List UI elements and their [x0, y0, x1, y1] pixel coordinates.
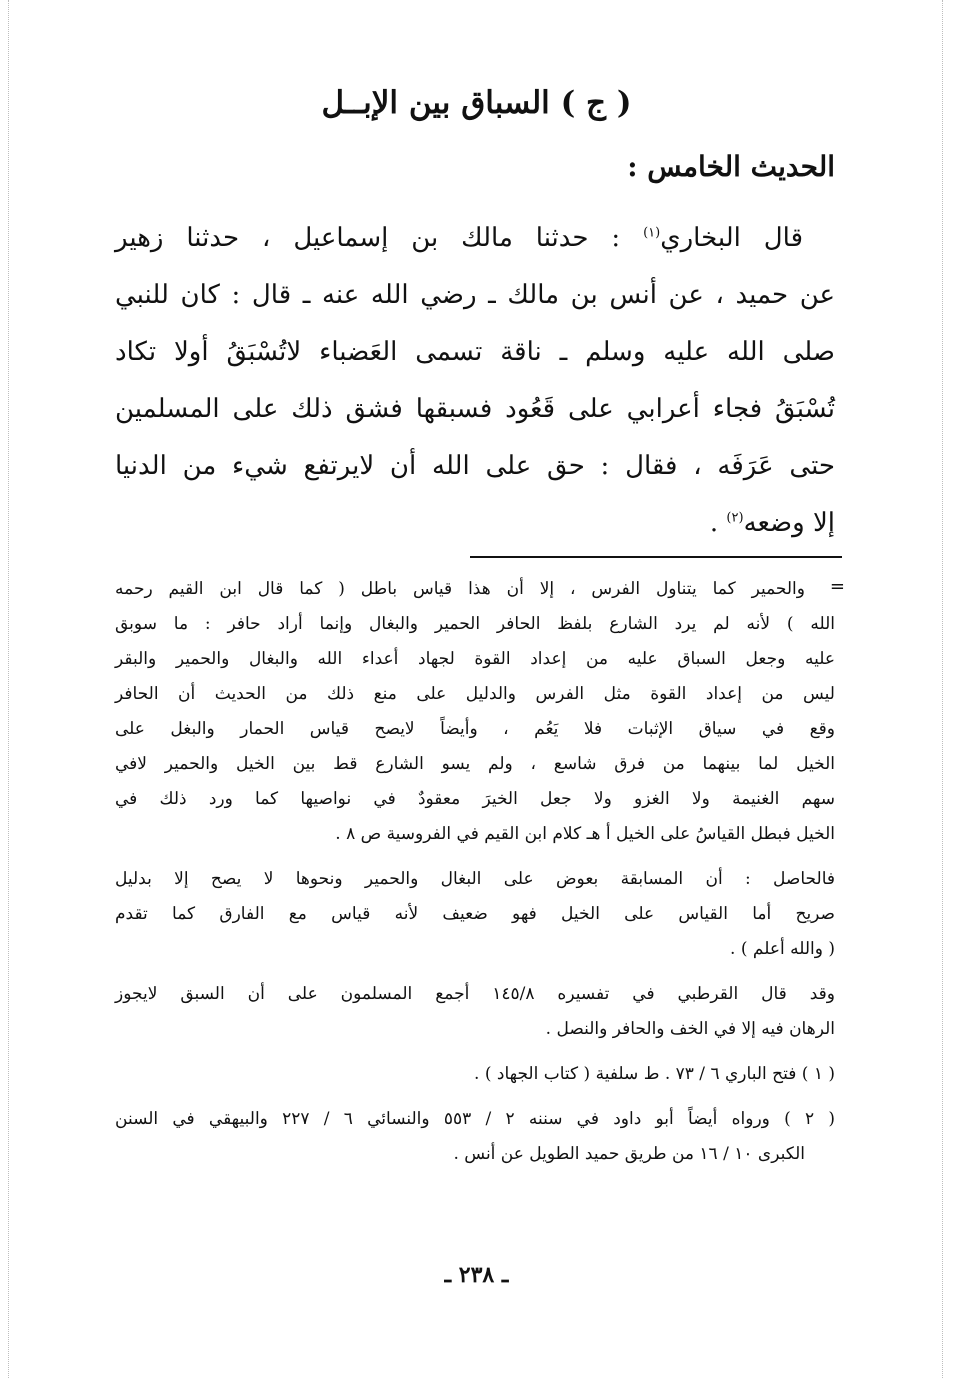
note-line: فالحاصل : أن المسابقة بعوض على البغال والحمير ونحوها لا يصح إلا بدليل [115, 869, 835, 889]
hadith-line: تُسْبَقُ فجاء أعرابي على قَعُود فسبقها فشق ذلك على المسلمين [115, 394, 835, 424]
hadith-period: . [709, 508, 727, 538]
scan-border-left [8, 0, 9, 1378]
hadith-line [115, 210, 835, 267]
note-line: الخيل لما بينهما من فرق شاسع ، ولم يسو الشارع قط بين الخيل والحمير لافي [115, 754, 835, 774]
note-line: الله ) لأنه لم يرد الشارع بلفظ الحافر الحمير والبغال وإنما أراد حافر : ما سوبق [115, 614, 835, 634]
hadith-heading: الحديث الخامس : [627, 150, 835, 183]
note-line: وقع في سياق الإثبات فلا يَعُم ، وأيضاً لايصح قياس الحمار والبغل على [115, 719, 835, 739]
hadith-text [115, 210, 835, 552]
footnote-divider [470, 556, 842, 558]
section-title: ( ج ) السباق بين الإبــل [321, 85, 632, 121]
scan-border-right [942, 0, 943, 1378]
note-line: ليس من إعداد القوة مثل الفرس والدليل على منع ذلك من الحديث أن الحافر [115, 684, 835, 704]
hadith-ending: إلا وضعه [743, 508, 835, 538]
footnote-1: ( ١ ) فتح الباري ٦ / ٧٣ . ط سلفية ( كتاب الجهاد ) . [474, 1064, 835, 1084]
page-number: ـ ٢٣٨ ـ [444, 1262, 509, 1288]
footnote-2-cont: الكبرى ١٠ / ١٦ من طريق حميد الطويل عن أنس . [453, 1144, 805, 1164]
continuation-mark: = [829, 576, 845, 597]
footnote-ref: (١) [643, 225, 661, 241]
note-line: عليه وجعل السباق عليه من إعداد القوة لجهاد أعداء الله والبغال والحمير والبقر [115, 649, 835, 669]
note-line: ( والله أعلم ) . [730, 939, 835, 959]
hadith-line [115, 495, 835, 552]
note-line: والحمير كما يتناول الفرس ، إلا أن هذا قياس باطل ( كما قال ابن القيم رحمه [115, 579, 805, 599]
hadith-line: عن حميد ، عن أنس بن مالك ـ رضي الله عنه ـ قال : كان للنبي [115, 280, 836, 310]
note-line: الرهان فيه إلا في الخف والحافر والنصل . [545, 1019, 835, 1039]
footnote-2: ( ٢ ) ورواه أيضاً أبو داود في سننه ٢ / ٥٥٣ والنسائي ٦ / ٢٢٧ والبيهقي في السنن [115, 1109, 835, 1129]
footnote-ref: (٢) [726, 510, 744, 526]
note-line: الخيل فبطل القياسُ على الخيل أ هـ كلام ابن القيم في الفروسية ص ٨ . [335, 824, 835, 844]
note-line: وقد قال القرطبي في تفسيره ١٤٥/٨ أجمع المسلمون على أن السبق لايجوز [115, 984, 835, 1004]
hadith-chain: : حدثنا مالك بن إسماعيل ، حدثنا زهير [115, 223, 644, 253]
hadith-narrator: قال البخاري [660, 223, 803, 253]
footnotes [115, 572, 835, 1172]
hadith-line: صلى الله عليه وسلم ـ ناقة تسمى العَضباء لاتُسْبَقُ أولا تكاد [115, 337, 835, 367]
note-line: صريح أما القياس على الخيل فهو ضعيف لأنه قياس مع الفارق كما تقدم [115, 904, 835, 924]
note-line: سهم الغنيمة ولا الغزو ولا جعل الخيرَ معقودٌ في نواصيها كما ورد ذلك في [115, 789, 835, 809]
hadith-line: حتى عَرَفَه ، فقال : حق على الله أن لايرتفع شيء من الدنيا [115, 451, 835, 481]
